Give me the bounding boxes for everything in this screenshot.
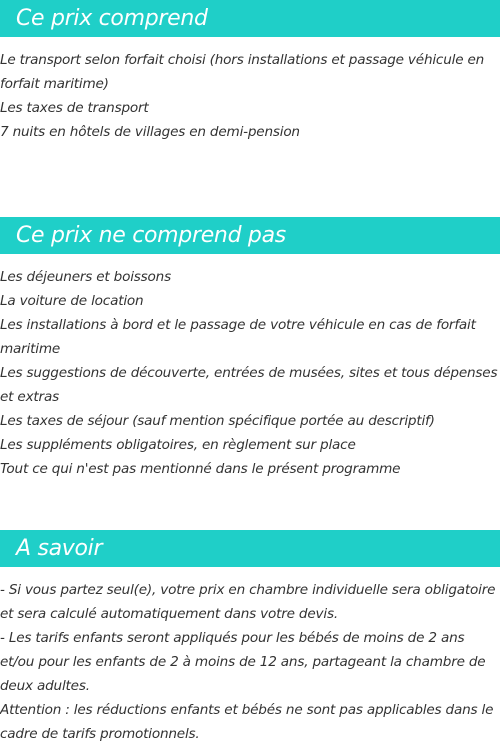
price-includes-list bbox=[0, 48, 500, 144]
list-item: Le transport selon forfait choisi (hors installations et passage véhicule en forfait maritime) bbox=[0, 52, 485, 92]
list-item: Les taxes de séjour (sauf mention spécifique portée au descriptif) bbox=[0, 413, 435, 429]
list-item: Les suppléments obligatoires, en règlement sur place bbox=[0, 437, 356, 453]
price-excludes-list bbox=[0, 265, 500, 481]
list-item: 7 nuits en hôtels de villages en demi-pension bbox=[0, 124, 300, 140]
section-title-price-excludes: Ce prix ne comprend pas bbox=[0, 217, 500, 254]
list-item: Les suggestions de découverte, entrées de musées, sites et tous dépenses et extras bbox=[0, 365, 498, 405]
list-item: Tout ce qui n'est pas mentionné dans le présent programme bbox=[0, 461, 401, 477]
list-item: Les taxes de transport bbox=[0, 100, 149, 116]
list-item: - Les tarifs enfants seront appliqués pour les bébés de moins de 2 ans et/ou pour les enfants de 2 à moins de 12 ans, partageant la chambre de deux adultes. bbox=[0, 630, 486, 694]
list-item: Attention : les réductions enfants et bébés ne sont pas applicables dans le cadre de tarifs promotionnels. bbox=[0, 702, 494, 742]
list-item: Les installations à bord et le passage de votre véhicule en cas de forfait maritime bbox=[0, 317, 476, 357]
section-title-price-includes: Ce prix comprend bbox=[0, 0, 500, 37]
list-item: - Si vous partez seul(e), votre prix en chambre individuelle sera obligatoire et sera calculé automatiquement dans votre devis. bbox=[0, 582, 496, 622]
list-item: La voiture de location bbox=[0, 293, 144, 309]
list-item: Les déjeuners et boissons bbox=[0, 269, 171, 285]
section-title-good-to-know: A savoir bbox=[0, 530, 500, 567]
